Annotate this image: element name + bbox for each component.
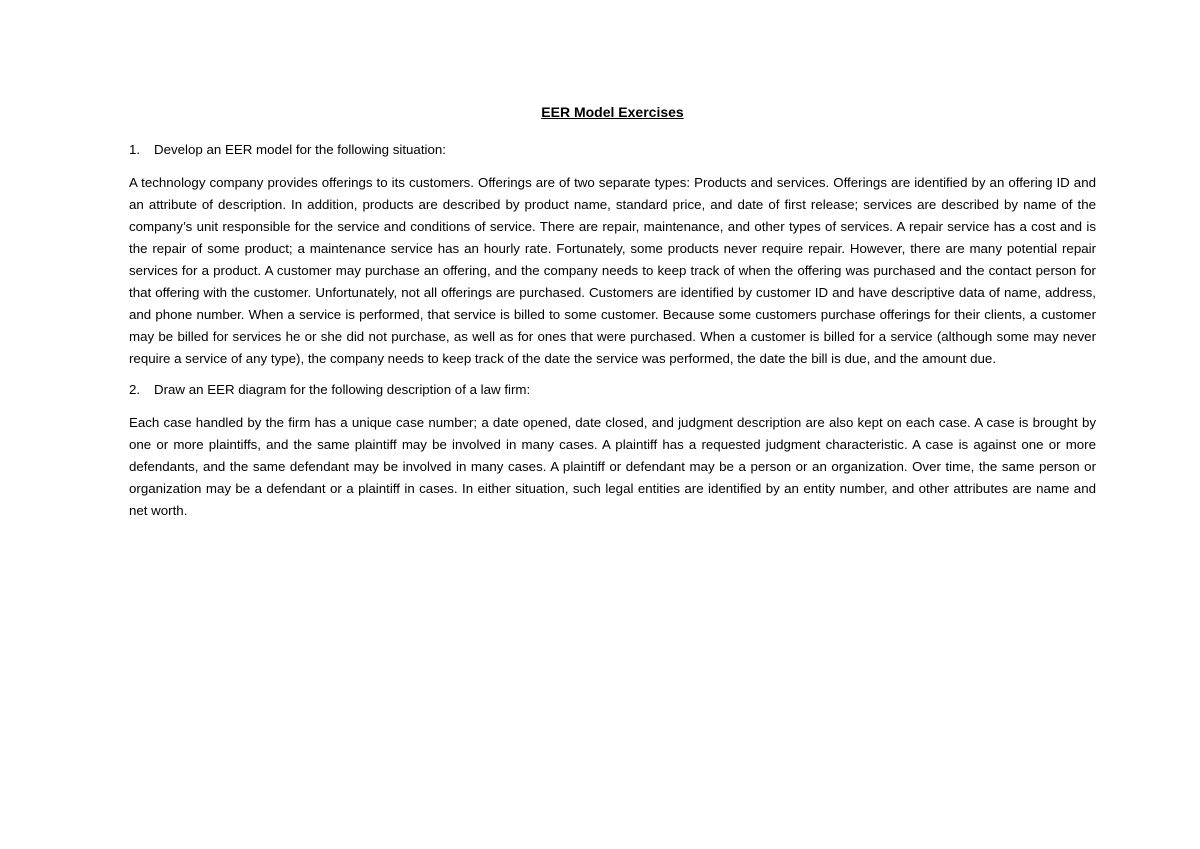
exercise-1-number: 1. xyxy=(129,142,141,157)
exercise-2-heading xyxy=(129,380,1096,399)
exercise-2-prompt: Draw an EER diagram for the following description of a law firm: xyxy=(154,382,531,397)
exercise-2-paragraph: Each case handled by the firm has a unique case number; a date opened, date closed, and judgment description are also kept on each case. A case is brought by one or more plaintiffs, and the same plaintiff may be involved in many cases. A plaintiff has a requested judgment characteristic. A case is against one or more defendants, and the same defendant may be involved in many cases. A plaintiff or defendant may be a person or an organization. Over time, the same person or organization may be a defendant or a plaintiff in cases. In either situation, such legal entities are identified by an entity number, and other attributes are name and net worth. xyxy=(129,415,1096,518)
exercise-1-heading xyxy=(129,140,1096,159)
exercise-1-paragraph: A technology company provides offerings to its customers. Offerings are of two separate types: Products and services. Offerings are identified by an offering ID and an attribute of description. In addition, products are described by product name, standard price, and date of first release; services are described by name of the company’s unit responsible for the service and conditions of service. There are repair, maintenance, and other types of services. A repair service has a cost and is the repair of some product; a maintenance service has an hourly rate. Fortunately, some products never require repair. However, there are many potential repair services for a product. A customer may purchase an offering, and the company needs to keep track of when the offering was purchased and the contact person for that offering with the customer. Unfortunately, not all offerings are purchased. Customers are identified by customer ID and have descriptive data of name, address, and phone number. When a service is performed, that service is billed to some customer. Because some customers purchase offerings for their clients, a customer may be billed for services he or she did not purchase, as well as for ones that were purchased. When a customer is billed for a service (although some may never require a service of any type), the company needs to keep track of the date the service was performed, the date the bill is due, and the amount due. xyxy=(129,175,1096,366)
exercise-2-number: 2. xyxy=(129,382,141,397)
document-content xyxy=(129,103,1096,532)
document-title: EER Model Exercises xyxy=(541,104,684,120)
exercise-1-prompt: Develop an EER model for the following situation: xyxy=(154,142,446,157)
